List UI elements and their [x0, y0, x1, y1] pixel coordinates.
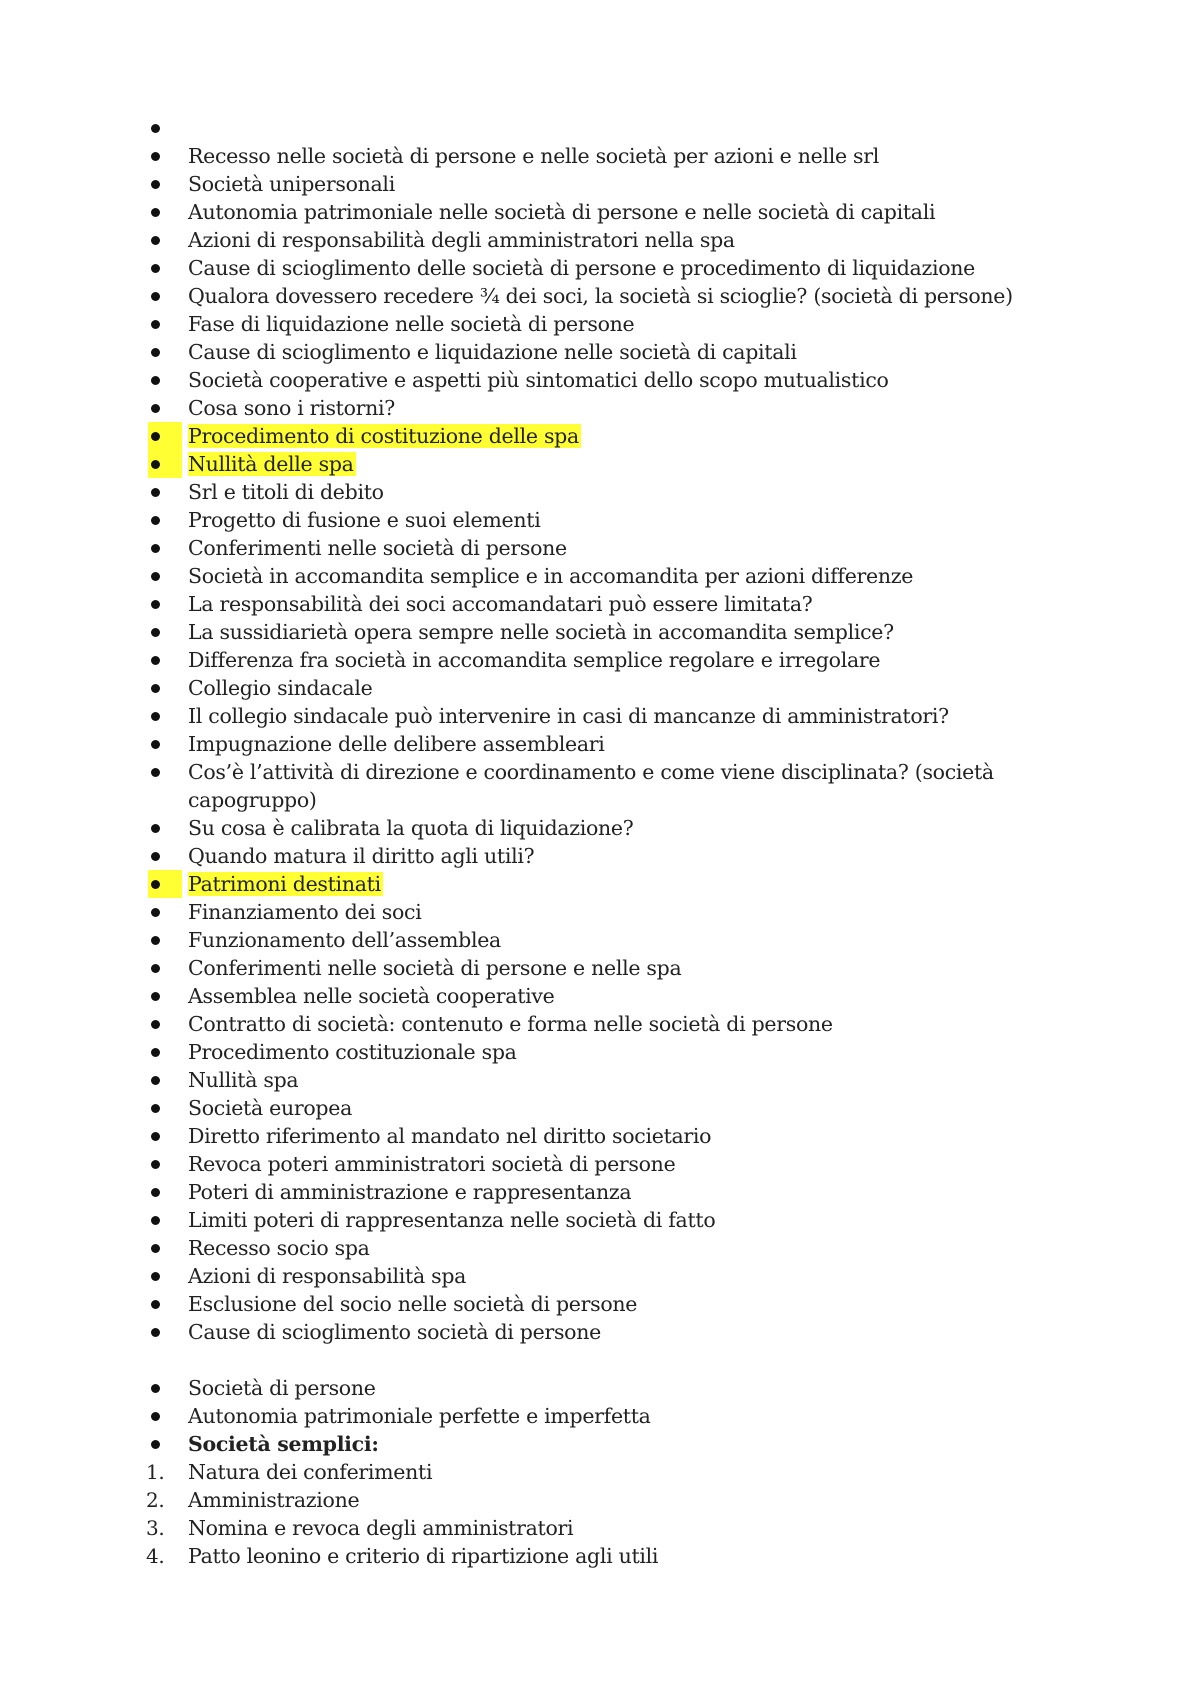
list-item-text: Impugnazione delle delibere assembleari — [188, 732, 605, 756]
numbered-list-item — [148, 1486, 1048, 1514]
list-item — [148, 1150, 1048, 1178]
list-item-text: La responsabilità dei soci accomandatari può essere limitata? — [188, 592, 813, 616]
bullet-icon — [148, 1010, 188, 1038]
list-item — [148, 450, 1048, 478]
list-item — [148, 1010, 1048, 1038]
list-item-text: Patto leonino e criterio di ripartizione agli utili — [188, 1544, 659, 1568]
list-item — [148, 1122, 1048, 1150]
list-item — [148, 1374, 1048, 1402]
bullet-icon — [148, 142, 188, 170]
bullet-icon — [148, 1374, 188, 1402]
list-item-text: Procedimento costituzionale spa — [188, 1040, 517, 1064]
list-item — [148, 310, 1048, 338]
list-item-text: Finanziamento dei soci — [188, 900, 422, 924]
list-item-text: Azioni di responsabilità spa — [188, 1264, 467, 1288]
list-item-text: Contratto di società: contenuto e forma nelle società di persone — [188, 1012, 833, 1036]
list-item-text: Limiti poteri di rappresentanza nelle società di fatto — [188, 1208, 716, 1232]
bullet-icon — [148, 1122, 188, 1150]
list-item — [148, 254, 1048, 282]
list-item — [148, 478, 1048, 506]
bullet-icon — [148, 394, 188, 422]
bullet-icon — [148, 1290, 188, 1318]
bullet-icon — [148, 898, 188, 926]
list-item — [148, 1206, 1048, 1234]
bullet-icon — [148, 170, 188, 198]
list-item-text: Cause di scioglimento società di persone — [188, 1320, 601, 1344]
list-item-text: Il collegio sindacale può intervenire in casi di mancanze di amministratori? — [188, 704, 949, 728]
bullet-icon — [148, 646, 188, 674]
list-number: 3. — [146, 1516, 165, 1540]
bullet-icon — [148, 758, 188, 786]
bullet-icon — [148, 1430, 188, 1458]
list-item-text: La sussidiarietà opera sempre nelle società in accomandita semplice? — [188, 620, 894, 644]
bullet-icon — [148, 1262, 188, 1290]
list-item-text: Revoca poteri amministratori società di persone — [188, 1152, 676, 1176]
bullet-icon — [148, 534, 188, 562]
list-item-text: Cosa sono i ristorni? — [188, 396, 395, 420]
list-item-text: Società di persone — [188, 1376, 376, 1400]
numbered-list-item — [148, 1458, 1048, 1486]
bullet-icon — [148, 1206, 188, 1234]
list-item-text: Amministrazione — [188, 1488, 360, 1512]
bullet-icon — [148, 254, 188, 282]
list-spacer — [148, 1346, 1048, 1374]
bullet-icon — [148, 1402, 188, 1430]
question-list — [148, 114, 1048, 1570]
list-item-text: Cause di scioglimento e liquidazione nelle società di capitali — [188, 340, 797, 364]
list-item-text: Cos’è l’attività di direzione e coordinamento e come viene disciplinata? (società capogruppo) — [188, 760, 994, 812]
list-item — [148, 142, 1048, 170]
list-item-text: Nullità delle spa — [188, 452, 354, 476]
list-item-text: Srl e titoli di debito — [188, 480, 384, 504]
list-item — [148, 1318, 1048, 1346]
list-item-text: Qualora dovessero recedere ¾ dei soci, la società si scioglie? (società di persone) — [188, 284, 1013, 308]
bullet-icon — [148, 478, 188, 506]
list-item-text: Conferimenti nelle società di persone — [188, 536, 567, 560]
list-item-text: Cause di scioglimento delle società di persone e procedimento di liquidazione — [188, 256, 976, 280]
list-item-text: Differenza fra società in accomandita semplice regolare e irregolare — [188, 648, 881, 672]
list-item — [148, 618, 1048, 646]
numbered-list-item — [148, 1514, 1048, 1542]
list-item — [148, 814, 1048, 842]
list-item-text: Società cooperative e aspetti più sintomatici dello scopo mutualistico — [188, 368, 889, 392]
list-item — [148, 1038, 1048, 1066]
bullet-icon — [148, 506, 188, 534]
bullet-icon — [148, 1234, 188, 1262]
bullet-icon — [148, 702, 188, 730]
bullet-icon — [148, 114, 188, 142]
list-item — [148, 506, 1048, 534]
list-number: 2. — [146, 1488, 165, 1512]
list-item — [148, 1094, 1048, 1122]
list-item-text: Nomina e revoca degli amministratori — [188, 1516, 574, 1540]
bullet-icon — [148, 1150, 188, 1178]
list-item — [148, 1178, 1048, 1206]
list-item-text: Funzionamento dell’assemblea — [188, 928, 501, 952]
list-item — [148, 338, 1048, 366]
bullet-icon — [148, 674, 188, 702]
list-item — [148, 394, 1048, 422]
list-item-text: Società semplici: — [188, 1432, 379, 1456]
list-item-text: Società in accomandita semplice e in accomandita per azioni differenze — [188, 564, 914, 588]
list-item-text: Patrimoni destinati — [188, 872, 381, 896]
list-item — [148, 926, 1048, 954]
bullet-icon — [148, 422, 182, 450]
bullet-icon — [148, 954, 188, 982]
bullet-icon — [148, 1094, 188, 1122]
list-item — [148, 1066, 1048, 1094]
list-item-text: Società unipersonali — [188, 172, 395, 196]
list-item — [148, 282, 1048, 310]
bullet-icon — [148, 1038, 188, 1066]
list-item — [148, 1290, 1048, 1318]
list-item-text: Azioni di responsabilità degli amministratori nella spa — [188, 228, 735, 252]
bullet-icon — [148, 730, 188, 758]
list-item-text: Recesso nelle società di persone e nelle società per azioni e nelle srl — [188, 144, 879, 168]
list-item — [148, 702, 1048, 730]
list-item — [148, 114, 1048, 142]
list-item — [148, 842, 1048, 870]
list-item-text: Nullità spa — [188, 1068, 299, 1092]
bullet-icon — [148, 226, 188, 254]
list-item — [148, 954, 1048, 982]
list-item-text: Fase di liquidazione nelle società di persone — [188, 312, 635, 336]
bullet-icon — [148, 982, 188, 1010]
list-item-text: Autonomia patrimoniale nelle società di persone e nelle società di capitali — [188, 200, 936, 224]
list-item-text: Su cosa è calibrata la quota di liquidazione? — [188, 816, 634, 840]
bullet-icon — [148, 450, 182, 478]
list-item — [148, 590, 1048, 618]
list-item — [148, 226, 1048, 254]
list-item-text: Progetto di fusione e suoi elementi — [188, 508, 541, 532]
bullet-icon — [148, 814, 188, 842]
list-item — [148, 170, 1048, 198]
bullet-icon — [148, 870, 182, 898]
bullet-icon — [148, 366, 188, 394]
bullet-icon — [148, 842, 188, 870]
list-item — [148, 982, 1048, 1010]
bullet-icon — [148, 1318, 188, 1346]
list-item — [148, 422, 1048, 450]
list-item-text: Quando matura il diritto agli utili? — [188, 844, 535, 868]
bullet-icon — [148, 1066, 188, 1094]
list-item — [148, 898, 1048, 926]
bullet-icon — [148, 338, 188, 366]
list-item-text: Assemblea nelle società cooperative — [188, 984, 555, 1008]
list-item — [148, 366, 1048, 394]
list-item — [148, 1262, 1048, 1290]
list-item — [148, 1234, 1048, 1262]
list-item-text: Procedimento di costituzione delle spa — [188, 424, 579, 448]
list-item-text: Società europea — [188, 1096, 352, 1120]
list-item — [148, 534, 1048, 562]
bullet-icon — [148, 590, 188, 618]
bullet-icon — [148, 310, 188, 338]
bullet-icon — [148, 198, 188, 226]
list-item — [148, 562, 1048, 590]
list-item — [148, 198, 1048, 226]
list-number: 4. — [146, 1544, 165, 1568]
list-item — [148, 646, 1048, 674]
list-item-text: Recesso socio spa — [188, 1236, 370, 1260]
bullet-icon — [148, 562, 188, 590]
list-item — [148, 1430, 1048, 1458]
bullet-icon — [148, 926, 188, 954]
bullet-icon — [148, 282, 188, 310]
list-item-text: Conferimenti nelle società di persone e nelle spa — [188, 956, 682, 980]
list-item — [148, 870, 1048, 898]
list-item — [148, 674, 1048, 702]
list-item — [148, 758, 1048, 814]
list-item — [148, 1402, 1048, 1430]
bullet-icon — [148, 618, 188, 646]
list-item-text: Autonomia patrimoniale perfette e imperfetta — [188, 1404, 651, 1428]
numbered-list-item — [148, 1542, 1048, 1570]
list-item-text: Esclusione del socio nelle società di persone — [188, 1292, 638, 1316]
list-item-text: Diretto riferimento al mandato nel diritto societario — [188, 1124, 712, 1148]
bullet-icon — [148, 1178, 188, 1206]
list-number: 1. — [146, 1460, 165, 1484]
list-item — [148, 730, 1048, 758]
list-item-text: Collegio sindacale — [188, 676, 373, 700]
list-item-text: Natura dei conferimenti — [188, 1460, 433, 1484]
list-item-text: Poteri di amministrazione e rappresentanza — [188, 1180, 632, 1204]
